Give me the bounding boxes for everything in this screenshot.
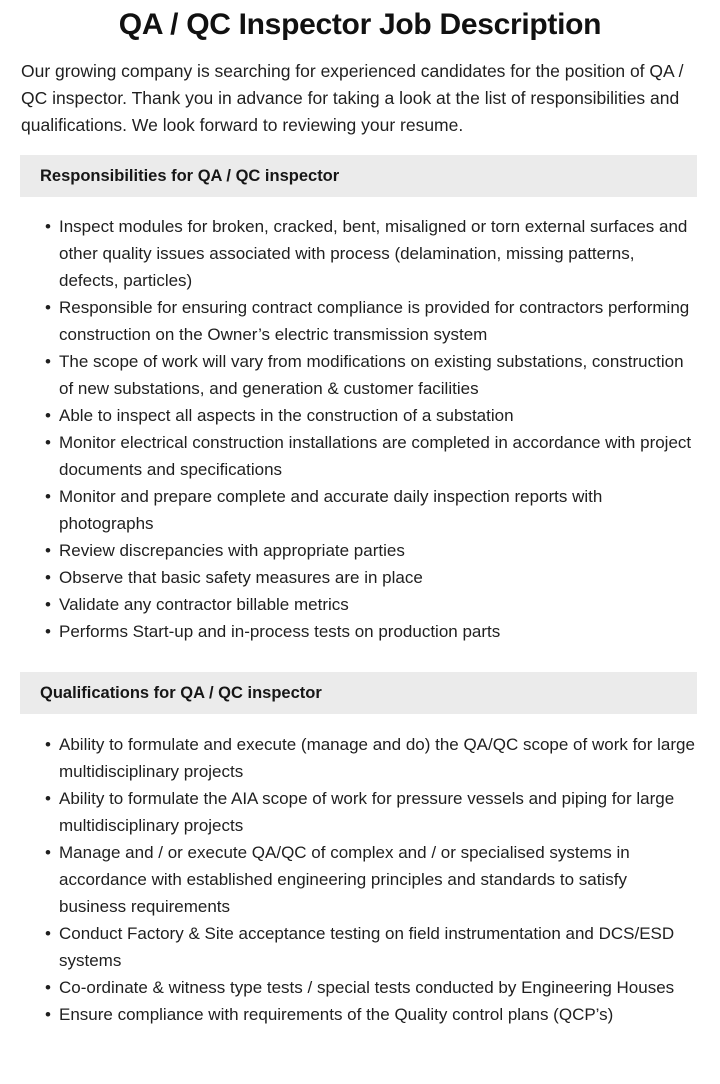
list-item: • Validate any contractor billable metrics: [45, 591, 698, 618]
qualifications-list: [0, 714, 720, 1028]
list-item: • Review discrepancies with appropriate parties: [45, 537, 698, 564]
list-item: • Ability to formulate and execute (manage and do) the QA/QC scope of work for large multidisciplinary projects: [45, 731, 698, 785]
list-item: • The scope of work will vary from modifications on existing substations, construction of new substations, and generation & customer facilities: [45, 348, 698, 402]
responsibilities-list: [0, 197, 720, 645]
list-item: • Able to inspect all aspects in the construction of a substation: [45, 402, 698, 429]
list-item: • Responsible for ensuring contract compliance is provided for contractors performing construction on the Owner’s electric transmission system: [45, 294, 698, 348]
list-item: • Manage and / or execute QA/QC of complex and / or specialised systems in accordance with established engineering principles and standards to satisfy business requirements: [45, 839, 698, 920]
section-qualifications: [0, 672, 720, 1028]
list-item: • Conduct Factory & Site acceptance testing on field instrumentation and DCS/ESD systems: [45, 920, 698, 974]
section-header-responsibilities: Responsibilities for QA / QC inspector: [20, 155, 697, 197]
list-item: • Co-ordinate & witness type tests / special tests conducted by Engineering Houses: [45, 974, 698, 1001]
section-header-qualifications: Qualifications for QA / QC inspector: [20, 672, 697, 714]
list-item: • Ability to formulate the AIA scope of work for pressure vessels and piping for large multidisciplinary projects: [45, 785, 698, 839]
page-title: QA / QC Inspector Job Description: [118, 8, 602, 41]
list-item: • Performs Start-up and in-process tests on production parts: [45, 618, 698, 645]
list-item: • Monitor and prepare complete and accurate daily inspection reports with photographs: [45, 483, 698, 537]
list-item: • Observe that basic safety measures are in place: [45, 564, 698, 591]
list-item: • Ensure compliance with requirements of the Quality control plans (QCP’s): [45, 1001, 698, 1028]
section-responsibilities: [0, 155, 720, 645]
list-item: • Monitor electrical construction installations are completed in accordance with project documents and specifications: [45, 429, 698, 483]
intro-paragraph: Our growing company is searching for experienced candidates for the position of QA / QC inspector. Thank you in advance for taking a look at the list of responsibilities and qualifications. We look forward to reviewing your resume.: [21, 60, 684, 135]
list-item: • Inspect modules for broken, cracked, bent, misaligned or torn external surfaces and other quality issues associated with process (delamination, missing patterns, defects, particles): [45, 213, 698, 294]
